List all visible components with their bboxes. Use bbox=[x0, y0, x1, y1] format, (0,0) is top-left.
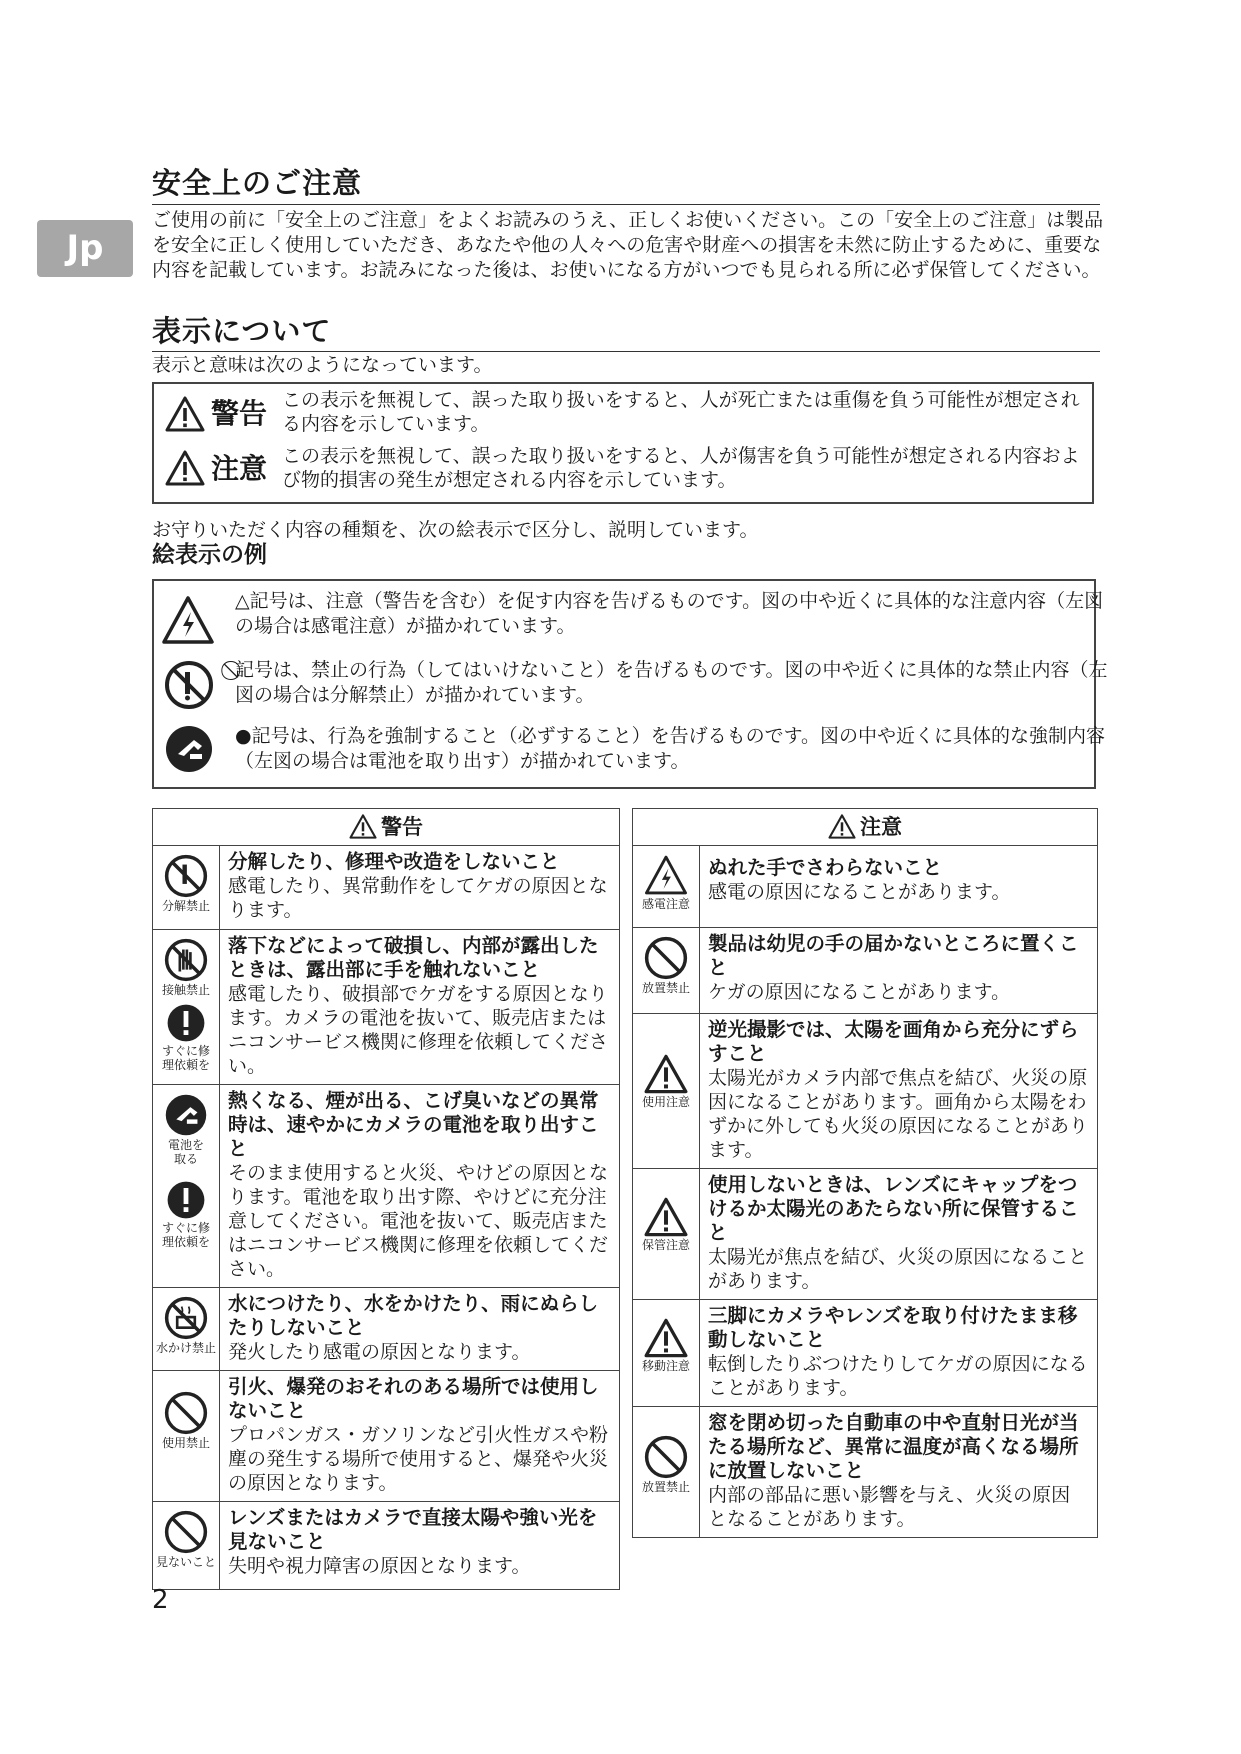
row-description: 失明や視力障害の原因となります。 bbox=[228, 1555, 531, 1577]
example-mandatory-text: ●記号は、行為を強制すること（必ずすること）を告げるものです。図の中や近くに具体的な強制内容（左図の場合は電池を取り出す）が描かれています。 bbox=[235, 725, 1106, 772]
row-description: 内部の部品に悪い影響を与え、火災の原因となることがあります。 bbox=[708, 1484, 1071, 1530]
icon-label: 水かけ禁止 bbox=[155, 1341, 216, 1355]
row-title: 使用しないときは、レンズにキャップをつけるか太陽光のあたらない所に保管すること bbox=[708, 1173, 1079, 1244]
row-description: 感電の原因になることがあります。 bbox=[708, 881, 1011, 903]
row-title: ぬれた手でさわらないこと bbox=[708, 856, 943, 879]
row-title: 落下などによって破損し、内部が露出したときは、露出部に手を触れないこと bbox=[228, 934, 599, 981]
table-row bbox=[633, 1407, 1098, 1538]
mandatory-exclamation-icon bbox=[166, 1180, 206, 1220]
pictogram-examples-heading: 絵表示の例 bbox=[152, 542, 267, 568]
row-title: 三脚にカメラやレンズを取り付けたまま移動しないこと bbox=[708, 1304, 1078, 1351]
heading-rule bbox=[152, 351, 1100, 352]
row-title: 分解したり、修理や改造をしないこと bbox=[228, 850, 560, 873]
mandatory-exclamation-icon bbox=[166, 1003, 206, 1043]
language-tab: Jp bbox=[37, 220, 133, 277]
safety-intro: ご使用の前に「安全上のご注意」をよくお読みのうえ、正しくお使いください。この「安全上のご注意」は製品を安全に正しく使用していただき、あなたや他の人々への危害や財産への損害を未然に防止するために、重要な内容を記載しています。お読みになった後は、お使いになる方がいつでも見られる所に必ず保管してください。 bbox=[152, 209, 1104, 281]
heading-rule bbox=[152, 204, 1100, 205]
warning-table bbox=[152, 808, 620, 1590]
icon-label: 保管注意 bbox=[641, 1238, 690, 1252]
row-title: 逆光撮影では、太陽を画角から充分にずらすこと bbox=[708, 1018, 1079, 1065]
icon-label: すぐに修理依頼を bbox=[161, 1221, 210, 1249]
warning-label: 警告 bbox=[211, 397, 268, 430]
row-description: 転倒したりぶつけたりしてケガの原因になることがあります。 bbox=[708, 1353, 1088, 1399]
warning-description: この表示を無視して、誤った取り扱いをすると、人が死亡または重傷を負う可能性が想定される内容を示しています。 bbox=[282, 389, 1080, 435]
row-description: プロパンガス・ガソリンなど引火性ガスや粉塵の発生する場所で使用すると、爆発や火災の原因となります。 bbox=[228, 1424, 609, 1494]
icon-label: 使用注意 bbox=[641, 1095, 690, 1109]
caution-triangle-icon bbox=[165, 450, 205, 486]
table-row bbox=[153, 1371, 620, 1502]
caution-label: 注意 bbox=[211, 452, 268, 485]
use-caution-icon bbox=[644, 1054, 688, 1094]
display-intro: 表示と意味は次のようになっています。 bbox=[152, 354, 493, 376]
table-row bbox=[633, 1169, 1098, 1300]
pictogram-intro: お守りいただく内容の種類を、次の絵表示で区分し、説明しています。 bbox=[152, 519, 759, 541]
warning-triangle-icon bbox=[165, 396, 205, 432]
row-description: そのまま使用すると火災、やけどの原因となります。電池を取り出す際、やけどに充分注意してください。電池を抜いて、販売店またはニコンサービス機関に修理を依頼してください。 bbox=[228, 1162, 609, 1280]
row-description: ケガの原因になることがあります。 bbox=[708, 981, 1011, 1003]
no-touch-icon bbox=[164, 938, 208, 982]
row-title: レンズまたはカメラで直接太陽や強い光を見ないこと bbox=[228, 1506, 598, 1553]
row-title: 引火、爆発のおそれのある場所では使用しないこと bbox=[228, 1375, 599, 1422]
caution-table-header bbox=[633, 809, 1098, 846]
icon-label: 使用禁止 bbox=[161, 1436, 210, 1450]
row-description: 発火したり感電の原因となります。 bbox=[228, 1341, 531, 1363]
electric-shock-caution-icon bbox=[161, 595, 215, 645]
icon-label: 分解禁止 bbox=[161, 899, 210, 913]
table-row bbox=[633, 1300, 1098, 1407]
caution-table bbox=[632, 808, 1098, 1538]
row-description: 太陽光がカメラ内部で焦点を結び、火災の原因になることがあります。画角から太陽をわずかに外しても火災の原因になることがあります。 bbox=[708, 1067, 1089, 1161]
icon-label: 見ないこと bbox=[155, 1555, 216, 1569]
icon-label: 放置禁止 bbox=[641, 1480, 690, 1494]
warning-table-header bbox=[153, 809, 620, 846]
table-row bbox=[153, 1288, 620, 1371]
display-heading: 表示について bbox=[152, 314, 332, 348]
table-row bbox=[153, 846, 620, 930]
row-title: 窓を閉め切った自動車の中や直射日光が当たる場所など、異常に温度が高くなる場所に放置しないこと bbox=[708, 1411, 1079, 1482]
disassembly-prohibited-icon bbox=[164, 854, 208, 898]
no-water-icon bbox=[164, 1296, 208, 1340]
caution-description: この表示を無視して、誤った取り扱いをすると、人が傷害を負う可能性が想定される内容および物的損害の発生が想定される内容を示しています。 bbox=[282, 445, 1080, 491]
table-row bbox=[633, 1014, 1098, 1169]
icon-label: 電池を取る bbox=[167, 1138, 204, 1166]
icon-label: 移動注意 bbox=[641, 1359, 690, 1373]
icon-label: 接触禁止 bbox=[161, 983, 210, 997]
safety-heading: 安全上のご注意 bbox=[152, 166, 363, 200]
row-title: 製品は幼児の手の届かないところに置くこと bbox=[708, 932, 1079, 979]
row-title: 熱くなる、煙が出る、こげ臭いなどの異常時は、速やかにカメラの電池を取り出すこと bbox=[228, 1089, 599, 1160]
row-description: 感電したり、異常動作をしてケガの原因となります。 bbox=[228, 875, 608, 921]
icon-label: 放置禁止 bbox=[641, 981, 690, 995]
moving-caution-icon bbox=[644, 1318, 688, 1358]
warning-table-title: 警告 bbox=[381, 815, 423, 839]
example-prohibition-text: ⃠記号は、禁止の行為（してはいけないこと）を告げるものです。図の中や近くに具体的な禁止内容（左図の場合は分解禁止）が描かれています。 bbox=[235, 659, 1108, 706]
electric-shock-caution-icon bbox=[644, 854, 688, 896]
icon-label: 感電注意 bbox=[641, 897, 690, 911]
page-number: 2 bbox=[152, 1585, 169, 1615]
no-use-icon bbox=[164, 1391, 208, 1435]
table-row bbox=[633, 846, 1098, 928]
disassembly-prohibited-icon bbox=[164, 660, 214, 710]
remove-battery-mandatory-icon bbox=[164, 724, 214, 774]
caution-triangle-icon bbox=[828, 814, 856, 839]
row-description: 太陽光が焦点を結び、火災の原因になることがあります。 bbox=[708, 1246, 1088, 1292]
example-caution-text: △記号は、注意（警告を含む）を促す内容を告げるものです。図の中や近くに具体的な注意内容（左図の場合は感電注意）が描かれています。 bbox=[235, 590, 1104, 637]
icon-label: すぐに修理依頼を bbox=[161, 1044, 210, 1072]
do-not-leave-icon bbox=[644, 1435, 688, 1479]
table-row bbox=[153, 1502, 620, 1590]
table-row bbox=[153, 1085, 620, 1288]
warning-triangle-icon bbox=[349, 814, 377, 839]
row-description: 感電したり、破損部でケガをする原因となります。カメラの電池を抜いて、販売店またはニコンサービス機関に修理を依頼してください。 bbox=[228, 983, 609, 1077]
remove-battery-icon bbox=[164, 1093, 208, 1137]
table-row bbox=[633, 928, 1098, 1014]
row-title: 水につけたり、水をかけたり、雨にぬらしたりしないこと bbox=[228, 1292, 599, 1339]
do-not-look-icon bbox=[164, 1510, 208, 1554]
caution-table-title: 注意 bbox=[860, 815, 902, 839]
do-not-leave-icon bbox=[644, 936, 688, 980]
storage-caution-icon bbox=[644, 1197, 688, 1237]
table-row bbox=[153, 930, 620, 1085]
